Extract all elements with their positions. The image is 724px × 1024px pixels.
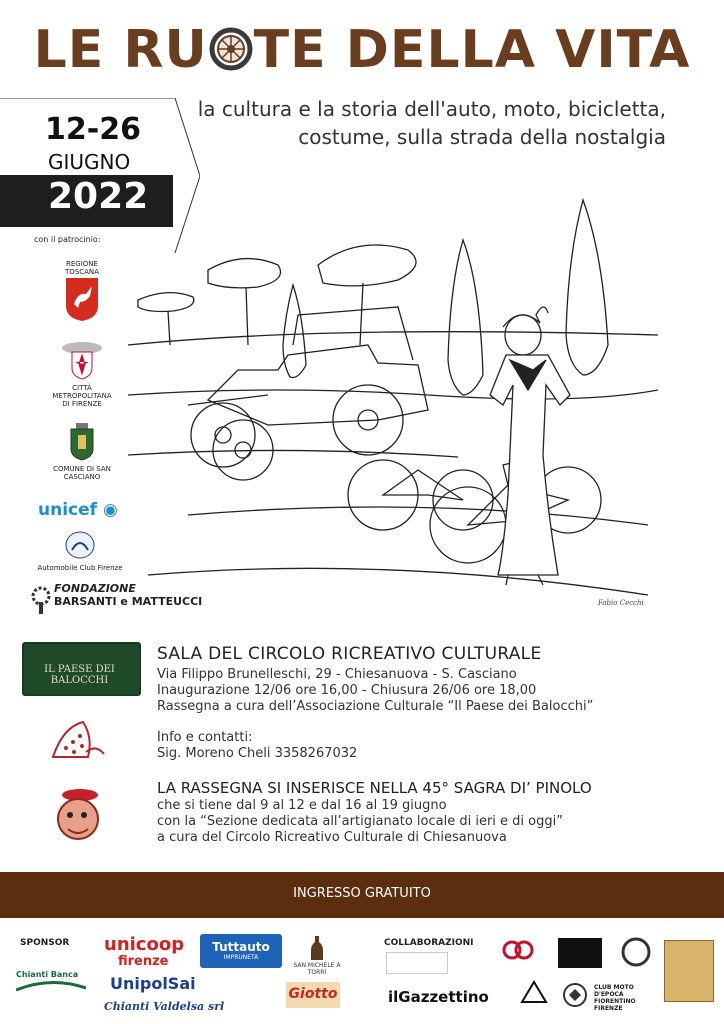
chianti-banca-swoosh-icon [16,978,86,994]
collaborator-logo-dark [558,938,602,968]
date-month: GIUGNO [48,150,131,174]
bike-club-logo [502,936,534,966]
pine-cone-logo [48,712,108,772]
gear-icon [30,584,52,614]
title-part-1: LE RU [33,20,208,80]
sagra-title: LA RASSEGNA SI INSERISCE NELLA 45° SAGRA DI’ PINOLO [157,779,592,797]
circle-emblem-logo [562,982,588,1008]
unicef-logo [38,500,118,520]
castle-shield-icon [52,423,112,461]
date-year: 2022 [48,176,149,217]
regione-toscana-logo [52,260,112,326]
il-gazzettino-logo: ilGazzettino [388,988,489,1006]
globe-icon: ◉ [102,500,118,520]
venue-organizer: Rassegna a cura dell’Associazione Culturale “Il Paese dei Balocchi” [157,699,594,714]
lily-shield-icon [52,340,112,380]
regione-toscana-caption: REGIONE TOSCANA [65,260,99,276]
unicoop-logo: unicoop [104,934,185,955]
club-moto-epoca-logo: CLUB MOTO D'EPOCA FIORENTINO FIRENZE [594,984,636,1012]
collaborator-logo-ring [620,936,652,968]
subtitle [196,95,666,151]
unicef-text: unicef [38,500,98,520]
aci-badge-icon [30,530,130,560]
date-days: 12-26 [45,112,141,147]
sagra-section: con la “Sezione dedicata all’artigianato locale di ieri e di oggi” [157,814,563,829]
tuttauto-logo-text: Tuttauto [212,940,270,954]
wheel-icon [209,27,253,71]
san-casciano-logo [52,423,112,481]
chianti-banca-logo: Chianti Banca [16,970,79,979]
venue-title: SALA DEL CIRCOLO RICREATIVO CULTURALE [157,644,542,664]
sagra-dates: che si tiene dal 9 al 12 e dal 16 al 19 giugno [157,798,447,813]
venue-address: Via Filippo Brunelleschi, 29 - Chiesanuova - S. Casciano [157,667,517,682]
tuttauto-logo-sub: IMPRUNETA [223,954,259,961]
citta-metropolitana-logo [52,340,112,408]
patrocinio-label: con il patrocinio: [34,235,101,244]
giotto-logo-text: Giotto [288,986,338,1002]
vintage-scene-illustration [128,195,658,615]
pegasus-shield-icon [52,276,112,322]
poster-title [0,20,724,80]
sponsor-label: SPONSOR [20,938,70,948]
info-contact: Sig. Moreno Cheli 3358267032 [157,746,358,761]
illustration-signature: Fabio Cecchi [598,599,644,607]
barsanti-line-2: BARSANTI e MATTEUCCI [54,595,203,608]
venue-dates: Inaugurazione 12/06 ore 16,00 - Chiusura 26/06 ore 18,00 [157,683,537,698]
unicoop-logo-sub: firenze [118,954,169,969]
citta-metropolitana-caption: CITTÀ METROPOLITANA DI FIRENZE [52,384,112,408]
subtitle-line-2: costume, sulla strada della nostalgia [298,125,666,149]
paese-dei-balocchi-logo-text: IL PAESE DEI BALOCCHI [44,664,115,686]
chianti-valdelsa-logo: Chianti Valdelsa srl [104,1000,225,1013]
bottle-icon [308,936,326,960]
subtitle-line-1: la cultura e la storia dell'auto, moto, bicicletta, [197,97,666,121]
collaborator-logo-1 [386,952,448,974]
collaborations-label: COLLABORAZIONI [384,938,474,948]
aci-logo [30,530,130,572]
san-michele-logo: SAN MICHELE A TORRI [293,962,341,976]
sagra-organizer: a cura del Circolo Ricreativo Culturale di Chiesanuova [157,830,507,845]
mascot-face-logo [50,787,106,843]
anteprima-logo [520,980,548,1004]
entrance-free-text: INGRESSO GRATUITO [293,886,431,901]
san-casciano-caption: COMUNE DI SAN CASCIANO [53,465,111,481]
collaborator-poster-logo [664,940,714,1002]
info-label: Info e contatti: [157,730,253,745]
barsanti-line-1: FONDAZIONE [54,582,136,595]
unipolsai-logo: UnipolSai [110,974,196,993]
aci-caption: Automobile Club Firenze [37,564,123,572]
title-part-2: TE DELLA VITA [253,20,691,80]
